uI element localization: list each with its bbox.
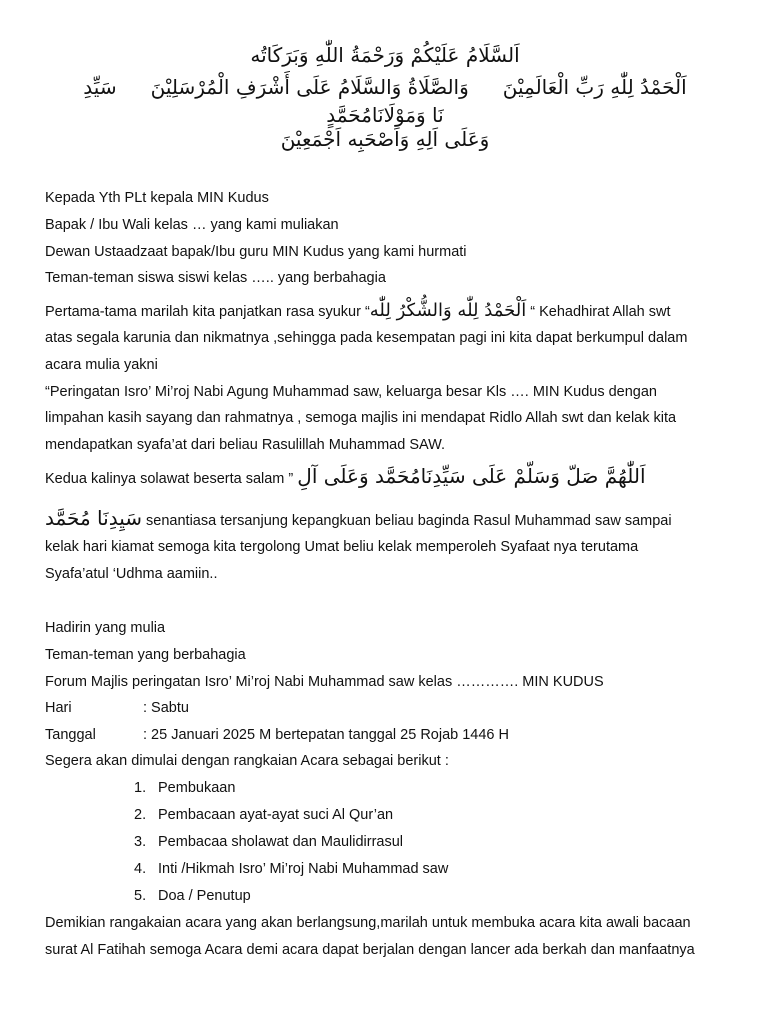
agenda-item xyxy=(134,832,403,853)
greeting-line-4: Teman-teman siswa siswi kelas ….. yang berbahagia xyxy=(45,270,386,286)
tanggal-label: Tanggal xyxy=(45,727,96,743)
section2-intro: Segera akan dimulai dengan rangkaian Acara sebagai berikut : xyxy=(45,753,449,769)
para3-line2 xyxy=(45,508,672,532)
agenda-text: Pembukaan xyxy=(158,780,236,796)
para1-line1 xyxy=(45,300,670,323)
agenda-num: 2. xyxy=(134,807,147,823)
para1-suffix: “ Kehadhirat Allah swt xyxy=(530,304,671,320)
para3-prefix: Kedua kalinya solawat beserta salam ” xyxy=(45,471,294,487)
para1-line3: acara mulia yakni xyxy=(45,357,158,373)
para3-line1 xyxy=(45,466,646,490)
arabic-hamdalah-part2: وَالصَّلَاةُ وَالسَّلَامُ عَلَى أَشْرَفِ الْمُرْسَلِيْنَ xyxy=(150,75,469,99)
section2-teman: Teman-teman yang berbahagia xyxy=(45,647,246,663)
agenda-item xyxy=(134,886,251,907)
agenda-num: 4. xyxy=(134,861,147,877)
para2-line2: limpahan kasih sayang dan rahmatnya , semoga majlis ini mendapat Ridlo Allah swt dan kelak kita xyxy=(45,410,677,426)
agenda-item xyxy=(134,778,235,799)
closing-line2: surat Al Fatihah semoga Acara demi acara dapat berjalan dengan lancer ada berkah dan manfaatnya xyxy=(45,942,695,958)
section2-forum: Forum Majlis peringatan Isro’ Mi’roj Nabi Muhammad saw kelas …………. MIN KUDUS xyxy=(45,674,604,690)
para3-line2-rest: senantiasa tersanjung kepangkuan beliau baginda Rasul Muhammad saw sampai xyxy=(142,513,672,529)
para2-line3: mendapatkan syafa’at dari beliau Rasulillah Muhammad SAW. xyxy=(45,437,446,453)
para1-line2: atas segala karunia dan nikmatnya ,sehingga pada kesempatan pagi ini kita dapat berkumpul dalam xyxy=(45,330,688,346)
agenda-num: 1. xyxy=(134,780,147,796)
para1-prefix: Pertama-tama marilah kita panjatkan rasa syukur “ xyxy=(45,304,370,320)
arabic-salam-line: اَلسَّلَامُ عَلَيْكُمْ وَرَحْمَةُ اللّٰهِ وَبَرَكَاتُه xyxy=(250,43,520,67)
greeting-line-2: Bapak / Ibu Wali kelas … yang kami muliakan xyxy=(45,217,339,233)
tanggal-value: : 25 Januari 2025 M bertepatan tanggal 25 Rojab 1446 H xyxy=(143,727,509,743)
agenda-text: Pembacaa sholawat dan Maulidirrasul xyxy=(158,834,404,850)
agenda-text: Doa / Penutup xyxy=(158,888,251,904)
agenda-num: 5. xyxy=(134,888,147,904)
arabic-ashab-line: وَعَلَى اَلِهِ وَاَصْحَبِه اَجْمَعِيْنَ xyxy=(280,127,490,151)
para1-arabic: اَلْحَمْدُ لِلّٰه وَالشُّكْرُ لِلّٰه xyxy=(369,300,527,321)
info-row-hari xyxy=(45,698,189,719)
agenda-num: 3. xyxy=(134,834,147,850)
agenda-item xyxy=(134,805,393,826)
greeting-line-1: Kepada Yth PLt kepala MIN Kudus xyxy=(45,190,269,206)
arabic-sayyidina-line: نَا وَمَوْلَانَامُحَمَّدٍ xyxy=(326,103,444,127)
para3-arabic-sayyidina: سَيِدِنَا مُحَمَّد xyxy=(45,506,142,530)
info-row-tanggal xyxy=(45,725,509,746)
agenda-text: Pembacaan ayat-ayat suci Al Qur’an xyxy=(158,807,394,823)
para3-arabic-shalawat: اَللّٰهُمَّ صَلّ وَسَلّمْ عَلَى سَيِّدِنَامُحَمَّد وَعَلَى آلِ xyxy=(297,464,646,488)
section2-hadirin: Hadirin yang mulia xyxy=(45,620,166,636)
arabic-hamdalah-part3: سَيِّدِ xyxy=(83,75,117,99)
agenda-item xyxy=(134,859,448,880)
arabic-hamdalah-part1: اَلْحَمْدُ لِلّٰهِ رَبِّ الْعَالَمِيْنَ xyxy=(502,75,687,99)
para3-line4: Syafa’atul ‘Udhma aamiin.. xyxy=(45,566,218,582)
arabic-hamdalah-line xyxy=(40,76,730,98)
para2-line1: “Peringatan Isro’ Mi’roj Nabi Agung Muhammad saw, keluarga besar Kls …. MIN Kudus dengan xyxy=(45,384,657,400)
hari-label: Hari xyxy=(45,700,72,716)
greeting-line-3: Dewan Ustaadzaat bapak/Ibu guru MIN Kudus yang kami hurmati xyxy=(45,244,467,260)
agenda-text: Inti /Hikmah Isro’ Mi’roj Nabi Muhammad saw xyxy=(158,861,449,877)
hari-value: : Sabtu xyxy=(143,700,189,716)
closing-line1: Demikian rangakaian acara yang akan berlangsung,marilah untuk membuka acara kita awali bacaan xyxy=(45,915,691,931)
para3-line3: kelak hari kiamat semoga kita tergolong Umat beliu kelak memperoleh Syafaat nya terutama xyxy=(45,539,639,555)
